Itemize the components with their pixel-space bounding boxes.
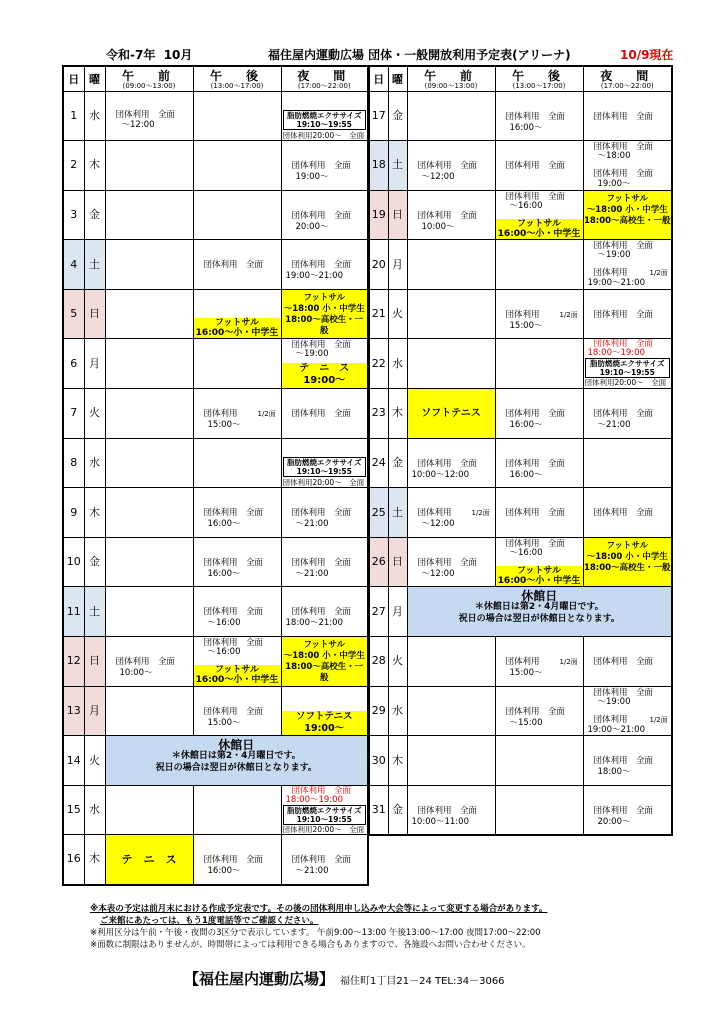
pm-cell: [193, 339, 281, 389]
day-number: 14: [63, 736, 84, 786]
day-number: 19: [369, 190, 388, 240]
table-row: [63, 240, 368, 290]
night-cell: 団体利用 全面 ～18:00 団体利用 全面 19:00～: [583, 141, 672, 191]
weekday: 木: [84, 835, 105, 885]
am-cell: [407, 91, 495, 141]
weekday: 金: [388, 438, 407, 488]
schedule-table-right: [368, 65, 673, 836]
day-number: 29: [369, 686, 388, 736]
night-cell: フットサル ～18:00 小・中学生 18:00～高校生・一般: [583, 537, 672, 587]
pm-cell: 団体利用 全面 ～16:00 フットサル 16:00～小・中学生: [193, 637, 281, 687]
table-row: [369, 240, 672, 290]
day-number: 23: [369, 389, 388, 439]
night-cell: 団体利用 全面: [583, 289, 672, 339]
table-row: [369, 537, 672, 587]
am-cell: [105, 289, 193, 339]
night-cell: 団体利用 全面 ～21:00: [281, 835, 368, 885]
weekday: 水: [84, 785, 105, 835]
night-cell: 団体利用 全面 ～21:00: [281, 537, 368, 587]
am-header: 午 前 (09:00～13:00): [407, 66, 495, 91]
night-cell: 団体利用 全面 18:00～: [583, 736, 672, 786]
table-row: [369, 736, 672, 786]
day-number: 11: [63, 587, 84, 637]
facility-name: 【福住屋内運動広場】: [184, 970, 335, 988]
am-cell: 団体利用 全面 10:00～: [407, 190, 495, 240]
am-cell: [407, 289, 495, 339]
am-cell: ソフトテニス: [407, 389, 495, 439]
table-row: [63, 339, 368, 389]
pm-cell: [495, 339, 583, 389]
am-cell: [407, 686, 495, 736]
table-row: [63, 488, 368, 538]
table-row: [63, 736, 368, 786]
am-cell: [105, 240, 193, 290]
am-cell: [105, 785, 193, 835]
pm-cell: 団体利用 全面 16:00～: [495, 438, 583, 488]
closed-day-cell: 休館日 ＊休館日は第2・4月曜日です。 祝日の場合は翌日が休館日となります。: [407, 587, 672, 637]
table-row: [369, 785, 672, 835]
weekday: 木: [388, 736, 407, 786]
am-cell: [105, 438, 193, 488]
pm-cell: [193, 141, 281, 191]
pm-cell: [495, 785, 583, 835]
table-row: [369, 488, 672, 538]
table-row: [369, 91, 672, 141]
pm-cell: 団体利用 全面 ～16:00 フットサル 16:00～小・中学生: [495, 190, 583, 240]
day-number: 22: [369, 339, 388, 389]
pm-cell: 団体利用 全面 16:00～: [193, 488, 281, 538]
pm-cell: 団体利用 全面: [193, 240, 281, 290]
day-number: 7: [63, 389, 84, 439]
night-cell: 脂肪燃焼エクササイズ 19:10～19:55 団体利用20:00～ 全面: [281, 438, 368, 488]
weekday: 金: [84, 190, 105, 240]
night-cell: フットサル ～18:00 小・中学生 18:00～高校生・一般: [281, 637, 368, 687]
night-cell: 団体利用 全面 18:00～19:00 脂肪燃焼エクササイズ 19:10～19:55 団体利用20:00～ 全面: [583, 339, 672, 389]
weekday: 日: [84, 289, 105, 339]
note-1: ※本表の予定は前月末における作成予定表です。その後の団体利用申し込みや大会等によって変更する場合があります。: [90, 904, 548, 914]
day-header: 日: [63, 66, 84, 91]
am-cell: 団体利用 全面 ～12:00: [105, 91, 193, 141]
table-row: [369, 637, 672, 687]
am-cell: [407, 637, 495, 687]
weekday: 水: [84, 91, 105, 141]
pm-header: 午 後 (13:00～17:00): [495, 66, 583, 91]
day-number: 28: [369, 637, 388, 687]
table-row: [63, 289, 368, 339]
night-cell: 団体利用 全面 ～19:00 テ ニ ス 19:00～: [281, 339, 368, 389]
day-number: 21: [369, 289, 388, 339]
night-cell: 団体利用 全面 ～19:00 団体利用 1/2面 19:00～21:00: [583, 240, 672, 290]
note-2: ご来館にあたっては、もう1度電話等でご確認ください。: [100, 916, 319, 926]
weekday: 月: [388, 240, 407, 290]
am-cell: 団体利用 全面 ～12:00: [407, 537, 495, 587]
weekday: 金: [388, 785, 407, 835]
weekday: 水: [388, 339, 407, 389]
pm-cell: [193, 785, 281, 835]
table-row: [369, 141, 672, 191]
pm-cell: 団体利用 全面: [495, 488, 583, 538]
table-row: [63, 389, 368, 439]
day-number: 17: [369, 91, 388, 141]
am-cell: [105, 488, 193, 538]
am-cell: [105, 190, 193, 240]
table-row: [369, 289, 672, 339]
weekday: 日: [388, 537, 407, 587]
am-cell: [407, 736, 495, 786]
pm-cell: 団体利用 全面 16:00～: [495, 389, 583, 439]
era-label: 令和-7年 10月: [106, 48, 193, 62]
weekday: 土: [84, 587, 105, 637]
table-row: [63, 141, 368, 191]
pm-cell: 団体利用 全面: [495, 141, 583, 191]
pm-cell: 団体利用 全面 16:00～: [495, 91, 583, 141]
weekday: 木: [84, 141, 105, 191]
closed-day-cell: 休館日 ＊休館日は第2・4月曜日です。 祝日の場合は翌日が休館日となります。: [105, 736, 368, 786]
am-cell: 団体利用 全面 ～12:00: [407, 141, 495, 191]
table-row: [63, 686, 368, 736]
day-number: 2: [63, 141, 84, 191]
pm-cell: 団体利用 1/2面 15:00～: [495, 637, 583, 687]
table-row: [63, 537, 368, 587]
day-number: 30: [369, 736, 388, 786]
day-number: 20: [369, 240, 388, 290]
weekday-header: 曜: [84, 66, 105, 91]
weekday: 土: [388, 488, 407, 538]
footer: [184, 968, 505, 989]
day-header: 日: [369, 66, 388, 91]
night-cell: 団体利用 全面: [281, 389, 368, 439]
pm-header: 午 後 (13:00～17:00): [193, 66, 281, 91]
weekday: 金: [84, 537, 105, 587]
weekday: 日: [84, 637, 105, 687]
am-cell: 団体利用 全面 10:00～: [105, 637, 193, 687]
night-cell: 団体利用 全面 19:00～: [281, 141, 368, 191]
weekday: 日: [388, 190, 407, 240]
day-number: 16: [63, 835, 84, 885]
day-number: 1: [63, 91, 84, 141]
facility-address: 福住町1丁目21－24 TEL:34－3066: [340, 976, 505, 987]
day-number: 18: [369, 141, 388, 191]
table-row: [369, 339, 672, 389]
pm-cell: [193, 438, 281, 488]
table-row: [369, 686, 672, 736]
pm-cell: 団体利用 全面 ～16:00: [193, 587, 281, 637]
night-cell: 団体利用 全面 20:00～: [583, 785, 672, 835]
table-row: [63, 835, 368, 885]
am-cell: [105, 141, 193, 191]
weekday: 火: [388, 637, 407, 687]
am-cell: [105, 686, 193, 736]
night-header: 夜 間 (17:00～22:00): [583, 66, 672, 91]
day-number: 15: [63, 785, 84, 835]
weekday: 火: [84, 736, 105, 786]
note-3: ※利用区分は午前・午後・夜間の3区分で表示しています。 午前9:00～13:00 午後13:00～17:00 夜間17:00～22:00: [90, 928, 541, 938]
weekday: 土: [84, 240, 105, 290]
schedule-table-left: [62, 65, 369, 886]
night-cell: フットサル ～18:00 小・中学生 18:00～高校生・一般: [583, 190, 672, 240]
night-cell: 団体利用 全面 18:00～21:00: [281, 587, 368, 637]
day-number: 10: [63, 537, 84, 587]
pm-cell: 団体利用 全面 16:00～: [193, 537, 281, 587]
night-cell: 脂肪燃焼エクササイズ 19:10～19:55 団体利用20:00～ 全面: [281, 91, 368, 141]
weekday: 月: [84, 686, 105, 736]
night-cell: 団体利用 全面 20:00～: [281, 190, 368, 240]
weekday: 木: [84, 488, 105, 538]
night-cell: 団体利用 全面 ～19:00 団体利用 1/2面 19:00～21:00: [583, 686, 672, 736]
day-number: 25: [369, 488, 388, 538]
day-number: 12: [63, 637, 84, 687]
night-cell: 団体利用 全面 ～21:00: [281, 488, 368, 538]
day-number: 3: [63, 190, 84, 240]
notes: [90, 903, 547, 951]
day-number: 5: [63, 289, 84, 339]
as-of-date: 10/9現在: [620, 48, 674, 62]
pm-cell: 団体利用 1/2面 15:00～: [193, 389, 281, 439]
night-cell: [583, 438, 672, 488]
am-cell: [105, 389, 193, 439]
am-cell: [105, 537, 193, 587]
night-cell: 団体利用 全面: [583, 91, 672, 141]
table-row: [63, 91, 368, 141]
table-row: [369, 190, 672, 240]
pm-cell: [193, 190, 281, 240]
table-row: [63, 637, 368, 687]
day-number: 13: [63, 686, 84, 736]
am-cell: テ ニ ス: [105, 835, 193, 885]
table-row: [63, 587, 368, 637]
day-number: 9: [63, 488, 84, 538]
table-row: [369, 389, 672, 439]
table-row: [63, 438, 368, 488]
night-cell: 団体利用 全面 ～21:00: [583, 389, 672, 439]
weekday: 木: [388, 389, 407, 439]
night-header: 夜 間 (17:00～22:00): [281, 66, 368, 91]
note-4: ※面数に制限はありませんが、時間帯によっては利用できる場合もありますので、各施設へお問い合わせください。: [90, 940, 531, 950]
weekday-header: 曜: [388, 66, 407, 91]
weekday: 水: [388, 686, 407, 736]
table-row: [369, 438, 672, 488]
pm-cell: 団体利用 全面 ～15:00: [495, 686, 583, 736]
weekday: 火: [84, 389, 105, 439]
am-cell: [105, 587, 193, 637]
night-cell: ソフトテニス 19:00～: [281, 686, 368, 736]
page-title: 福住屋内運動広場 団体・一般開放利用予定表(アリーナ): [268, 48, 571, 62]
day-number: 24: [369, 438, 388, 488]
night-cell: 団体利用 全面 18:00～19:00 脂肪燃焼エクササイズ 19:10～19:55 団体利用20:00～ 全面: [281, 785, 368, 835]
table-row: [63, 190, 368, 240]
weekday: 金: [388, 91, 407, 141]
am-cell: 団体利用 1/2面 ～12:00: [407, 488, 495, 538]
am-header: 午 前 (09:00～13:00): [105, 66, 193, 91]
am-cell: 団体利用 全面 10:00～12:00: [407, 438, 495, 488]
day-number: 6: [63, 339, 84, 389]
pm-cell: 団体利用 1/2面 15:00～: [495, 289, 583, 339]
day-number: 31: [369, 785, 388, 835]
weekday: 月: [84, 339, 105, 389]
day-number: 4: [63, 240, 84, 290]
night-cell: フットサル ～18:00 小・中学生 18:00～高校生・一般: [281, 289, 368, 339]
night-cell: 団体利用 全面: [583, 637, 672, 687]
night-cell: 団体利用 全面: [583, 488, 672, 538]
weekday: 土: [388, 141, 407, 191]
weekday: 水: [84, 438, 105, 488]
pm-cell: フットサル 16:00～小・中学生: [193, 289, 281, 339]
weekday: 火: [388, 289, 407, 339]
day-number: 8: [63, 438, 84, 488]
pm-cell: [193, 91, 281, 141]
pm-cell: [495, 240, 583, 290]
pm-cell: 団体利用 全面 15:00～: [193, 686, 281, 736]
pm-cell: 団体利用 全面 ～16:00 フットサル 16:00～小・中学生: [495, 537, 583, 587]
am-cell: [407, 339, 495, 389]
pm-cell: [495, 736, 583, 786]
am-cell: [105, 339, 193, 389]
am-cell: [407, 240, 495, 290]
weekday: 月: [388, 587, 407, 637]
day-number: 26: [369, 537, 388, 587]
am-cell: 団体利用 全面 10:00～11:00: [407, 785, 495, 835]
pm-cell: 団体利用 全面 16:00～: [193, 835, 281, 885]
table-row: [369, 587, 672, 637]
table-row: [63, 785, 368, 835]
day-number: 27: [369, 587, 388, 637]
night-cell: 団体利用 全面 19:00～21:00: [281, 240, 368, 290]
